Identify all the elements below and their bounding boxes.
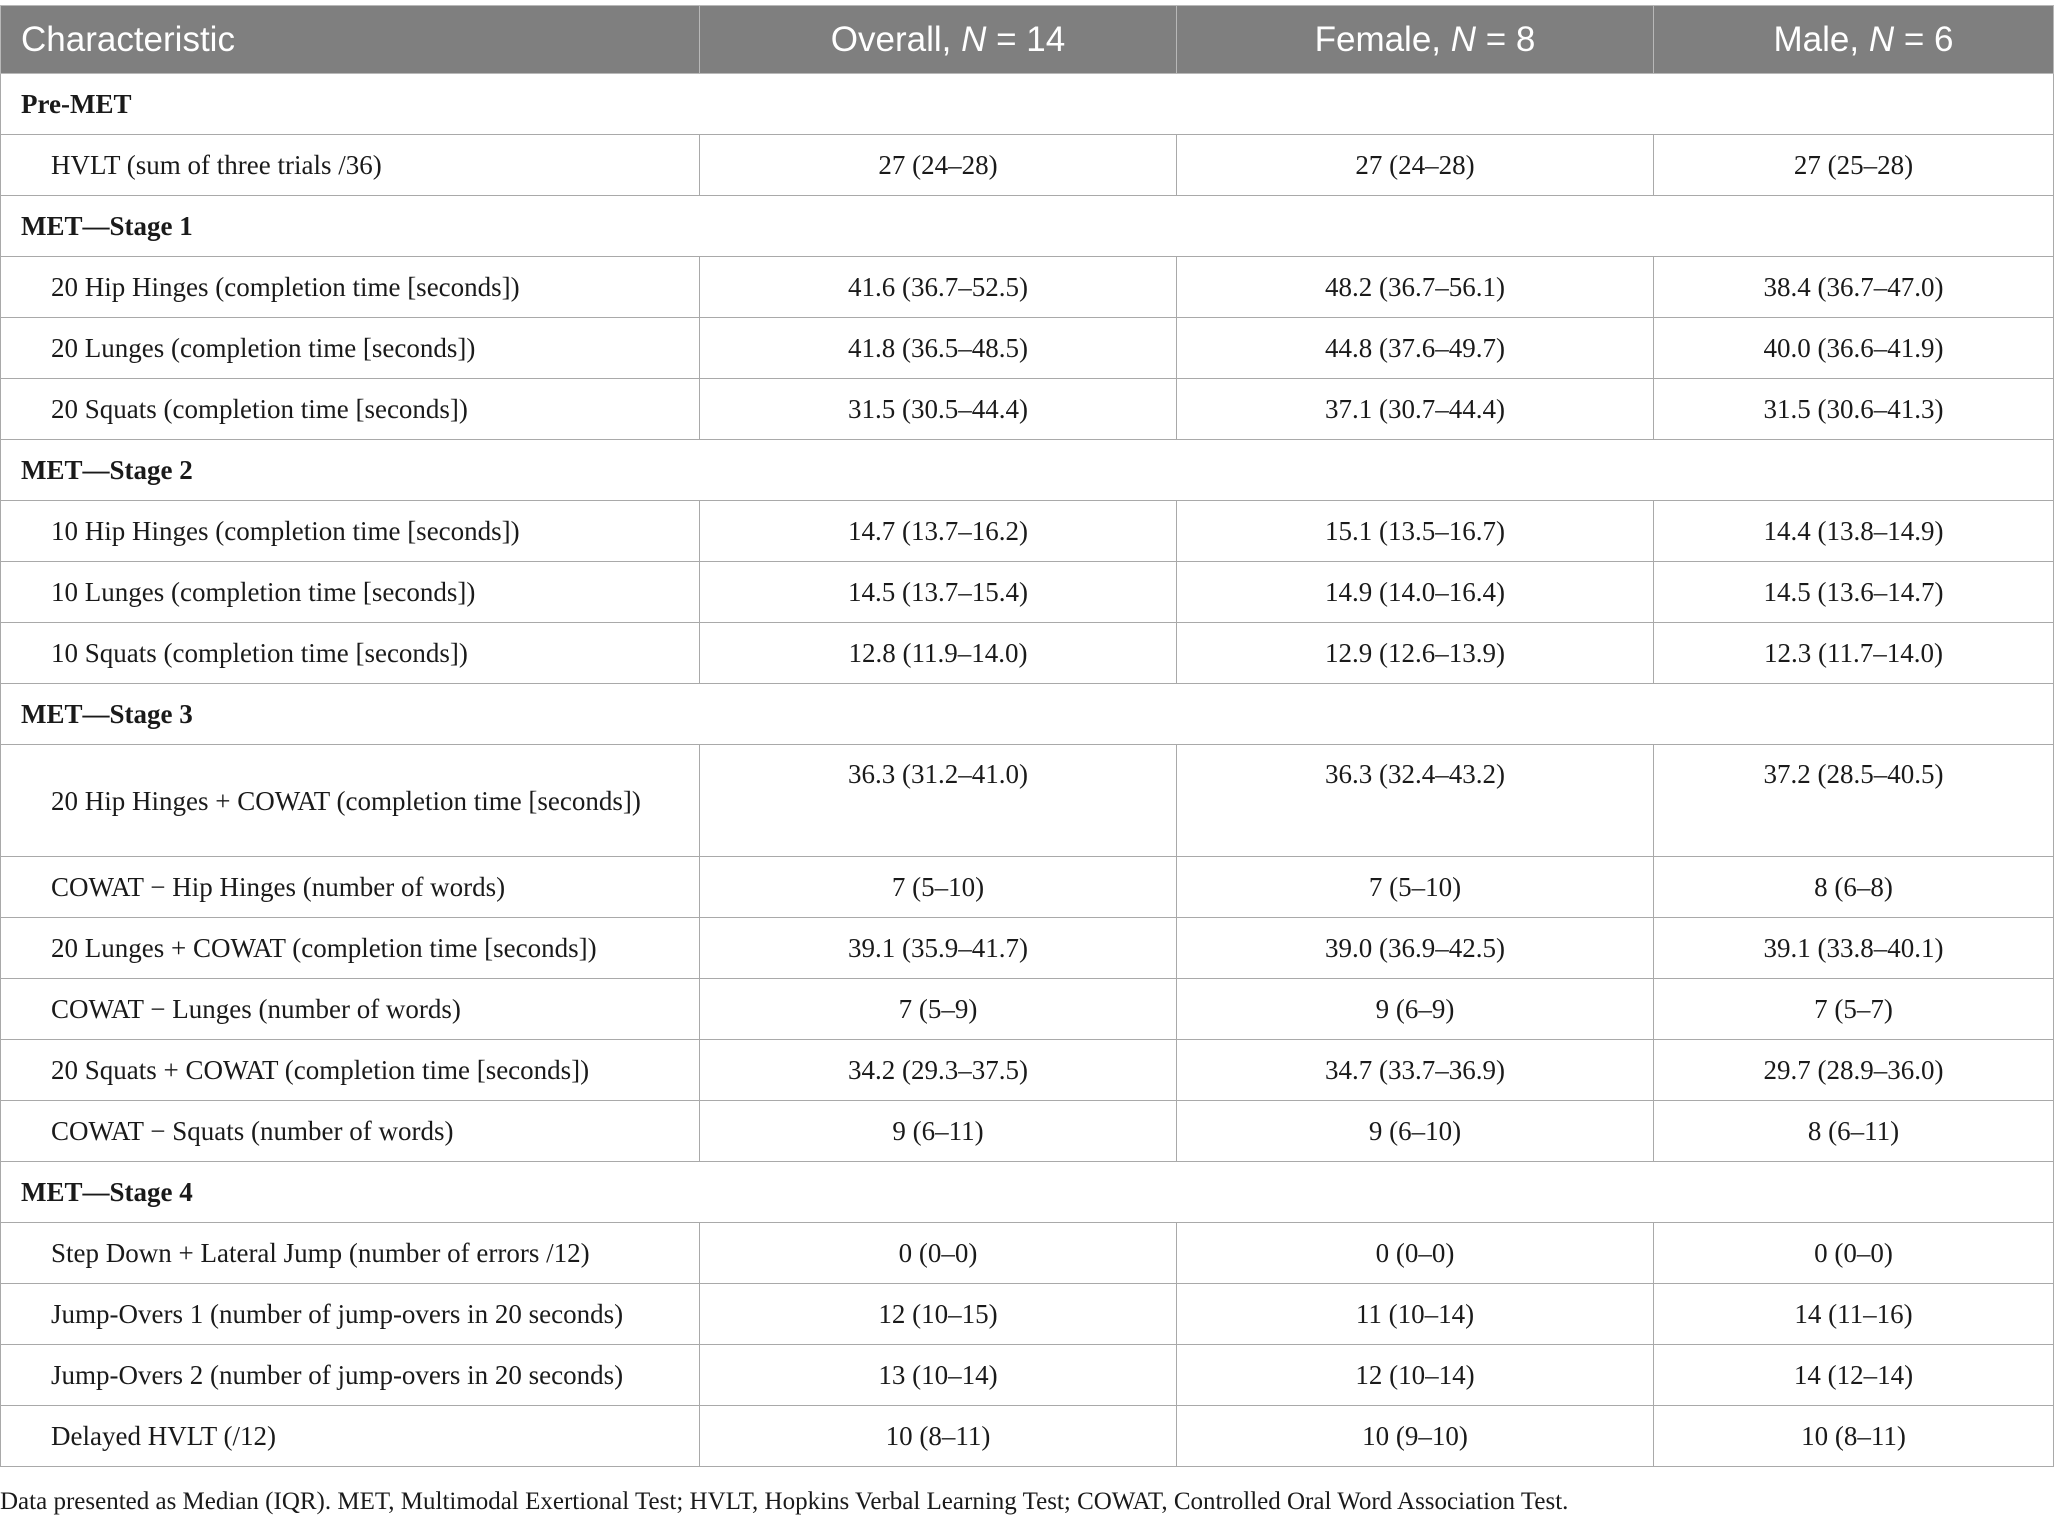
overall-cell: 36.3 (31.2–41.0) xyxy=(700,745,1177,857)
header-female-n: N xyxy=(1450,19,1477,59)
male-cell: 14.4 (13.8–14.9) xyxy=(1654,501,2054,562)
male-cell: 8 (6–8) xyxy=(1654,857,2054,918)
male-cell: 27 (25–28) xyxy=(1654,135,2054,196)
female-cell: 39.0 (36.9–42.5) xyxy=(1177,918,1654,979)
overall-cell: 13 (10–14) xyxy=(700,1345,1177,1406)
female-cell: 10 (9–10) xyxy=(1177,1406,1654,1467)
female-cell: 15.1 (13.5–16.7) xyxy=(1177,501,1654,562)
male-cell: 8 (6–11) xyxy=(1654,1101,2054,1162)
section-row xyxy=(1,1162,2054,1223)
table-row xyxy=(1,745,2054,857)
header-male-label: Male, xyxy=(1773,19,1869,59)
table-row xyxy=(1,1223,2054,1284)
table-row xyxy=(1,918,2054,979)
overall-cell: 10 (8–11) xyxy=(700,1406,1177,1467)
female-cell: 7 (5–10) xyxy=(1177,857,1654,918)
overall-cell: 7 (5–9) xyxy=(700,979,1177,1040)
overall-cell: 7 (5–10) xyxy=(700,857,1177,918)
male-cell: 12.3 (11.7–14.0) xyxy=(1654,623,2054,684)
male-cell: 40.0 (36.6–41.9) xyxy=(1654,318,2054,379)
row-label: 10 Hip Hinges (completion time [seconds]) xyxy=(1,501,700,562)
overall-cell: 12 (10–15) xyxy=(700,1284,1177,1345)
header-female-label: Female, xyxy=(1314,19,1451,59)
header-male xyxy=(1654,6,2054,74)
male-cell: 39.1 (33.8–40.1) xyxy=(1654,918,2054,979)
results-table xyxy=(0,5,2054,1467)
table-footnote: Data presented as Median (IQR). MET, Multimodal Exertional Test; HVLT, Hopkins Verbal Learning Test; COWAT, Controlled Oral Word Association Test. xyxy=(0,1488,1569,1515)
section-row xyxy=(1,196,2054,257)
table-row xyxy=(1,1101,2054,1162)
section-row xyxy=(1,440,2054,501)
section-label: MET—Stage 4 xyxy=(1,1162,2054,1223)
female-cell: 14.9 (14.0–16.4) xyxy=(1177,562,1654,623)
table-header xyxy=(1,6,2054,74)
female-cell: 48.2 (36.7–56.1) xyxy=(1177,257,1654,318)
table-container xyxy=(0,5,2056,1467)
row-label: 20 Lunges (completion time [seconds]) xyxy=(1,318,700,379)
row-label: COWAT − Squats (number of words) xyxy=(1,1101,700,1162)
header-female-value: = 8 xyxy=(1476,19,1536,59)
row-label: 10 Squats (completion time [seconds]) xyxy=(1,623,700,684)
table-body xyxy=(1,74,2054,1467)
male-cell: 14 (12–14) xyxy=(1654,1345,2054,1406)
section-label: MET—Stage 3 xyxy=(1,684,2054,745)
female-cell: 9 (6–9) xyxy=(1177,979,1654,1040)
table-row xyxy=(1,135,2054,196)
row-label: Jump-Overs 1 (number of jump-overs in 20 seconds) xyxy=(1,1284,700,1345)
row-label: COWAT − Lunges (number of words) xyxy=(1,979,700,1040)
row-label: 20 Squats + COWAT (completion time [seconds]) xyxy=(1,1040,700,1101)
table-row xyxy=(1,1406,2054,1467)
table-row xyxy=(1,623,2054,684)
table-row xyxy=(1,1040,2054,1101)
section-row xyxy=(1,684,2054,745)
overall-cell: 12.8 (11.9–14.0) xyxy=(700,623,1177,684)
header-male-value: = 6 xyxy=(1894,19,1954,59)
male-cell: 7 (5–7) xyxy=(1654,979,2054,1040)
table-row xyxy=(1,318,2054,379)
overall-cell: 41.6 (36.7–52.5) xyxy=(700,257,1177,318)
female-cell: 9 (6–10) xyxy=(1177,1101,1654,1162)
female-cell: 37.1 (30.7–44.4) xyxy=(1177,379,1654,440)
table-row xyxy=(1,979,2054,1040)
male-cell: 14 (11–16) xyxy=(1654,1284,2054,1345)
section-label: Pre-MET xyxy=(1,74,2054,135)
male-cell: 38.4 (36.7–47.0) xyxy=(1654,257,2054,318)
overall-cell: 41.8 (36.5–48.5) xyxy=(700,318,1177,379)
header-overall xyxy=(700,6,1177,74)
row-label: COWAT − Hip Hinges (number of words) xyxy=(1,857,700,918)
table-row xyxy=(1,857,2054,918)
row-label: 20 Hip Hinges (completion time [seconds]) xyxy=(1,257,700,318)
overall-cell: 34.2 (29.3–37.5) xyxy=(700,1040,1177,1101)
overall-cell: 31.5 (30.5–44.4) xyxy=(700,379,1177,440)
overall-cell: 14.7 (13.7–16.2) xyxy=(700,501,1177,562)
row-label: 20 Lunges + COWAT (completion time [seconds]) xyxy=(1,918,700,979)
header-overall-value: = 14 xyxy=(986,19,1066,59)
table-row xyxy=(1,501,2054,562)
overall-cell: 9 (6–11) xyxy=(700,1101,1177,1162)
male-cell: 29.7 (28.9–36.0) xyxy=(1654,1040,2054,1101)
female-cell: 12.9 (12.6–13.9) xyxy=(1177,623,1654,684)
row-label: 20 Hip Hinges + COWAT (completion time [seconds]) xyxy=(1,745,700,857)
row-label: Step Down + Lateral Jump (number of errors /12) xyxy=(1,1223,700,1284)
row-label: Delayed HVLT (/12) xyxy=(1,1406,700,1467)
header-row xyxy=(1,6,2054,74)
male-cell: 10 (8–11) xyxy=(1654,1406,2054,1467)
overall-cell: 39.1 (35.9–41.7) xyxy=(700,918,1177,979)
female-cell: 27 (24–28) xyxy=(1177,135,1654,196)
header-male-n: N xyxy=(1868,19,1895,59)
overall-cell: 0 (0–0) xyxy=(700,1223,1177,1284)
header-characteristic: Characteristic xyxy=(1,6,700,74)
header-overall-n: N xyxy=(961,19,987,59)
male-cell: 31.5 (30.6–41.3) xyxy=(1654,379,2054,440)
female-cell: 44.8 (37.6–49.7) xyxy=(1177,318,1654,379)
table-row xyxy=(1,257,2054,318)
section-label: MET—Stage 1 xyxy=(1,196,2054,257)
female-cell: 36.3 (32.4–43.2) xyxy=(1177,745,1654,857)
table-row xyxy=(1,562,2054,623)
section-label: MET—Stage 2 xyxy=(1,440,2054,501)
overall-cell: 14.5 (13.7–15.4) xyxy=(700,562,1177,623)
female-cell: 0 (0–0) xyxy=(1177,1223,1654,1284)
row-label: 10 Lunges (completion time [seconds]) xyxy=(1,562,700,623)
female-cell: 11 (10–14) xyxy=(1177,1284,1654,1345)
row-label: 20 Squats (completion time [seconds]) xyxy=(1,379,700,440)
overall-cell: 27 (24–28) xyxy=(700,135,1177,196)
male-cell: 14.5 (13.6–14.7) xyxy=(1654,562,2054,623)
table-row xyxy=(1,379,2054,440)
female-cell: 12 (10–14) xyxy=(1177,1345,1654,1406)
row-label: HVLT (sum of three trials /36) xyxy=(1,135,700,196)
female-cell: 34.7 (33.7–36.9) xyxy=(1177,1040,1654,1101)
header-female xyxy=(1177,6,1654,74)
table-row xyxy=(1,1284,2054,1345)
male-cell: 37.2 (28.5–40.5) xyxy=(1654,745,2054,857)
section-row xyxy=(1,74,2054,135)
row-label: Jump-Overs 2 (number of jump-overs in 20 seconds) xyxy=(1,1345,700,1406)
header-overall-label: Overall, xyxy=(830,19,962,59)
table-row xyxy=(1,1345,2054,1406)
male-cell: 0 (0–0) xyxy=(1654,1223,2054,1284)
